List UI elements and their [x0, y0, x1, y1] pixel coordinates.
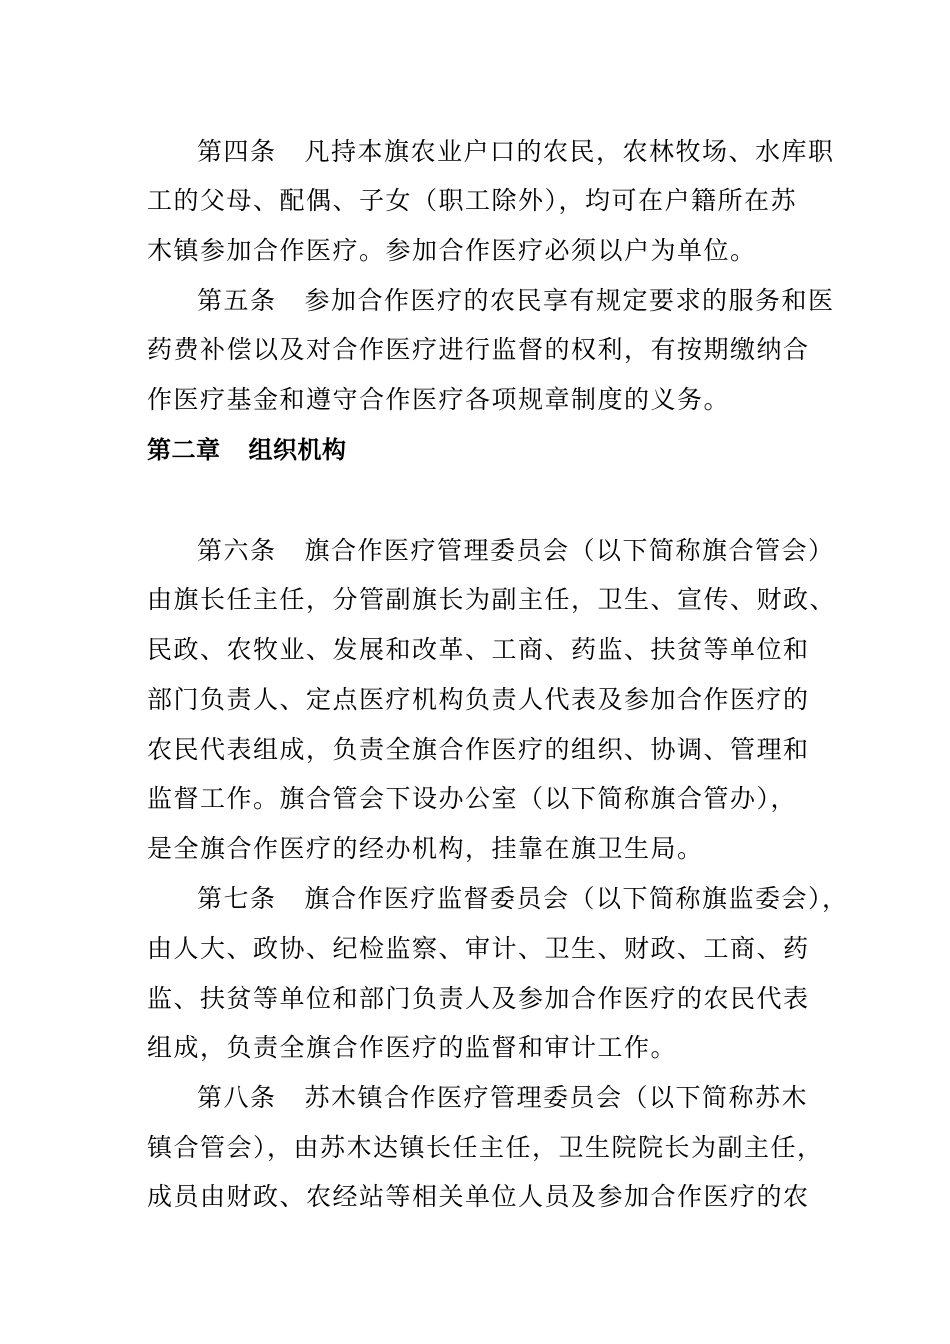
article-4-first-line	[197, 137, 835, 167]
article-8-text: 苏木镇合作医疗管理委员会（以下简称苏木	[304, 1083, 809, 1112]
chapter-number: 第二章	[147, 436, 221, 464]
article-8-first-line	[197, 1083, 808, 1113]
article-7-line: 监、扶贫等单位和部门负责人及参加合作医疗的农民代表	[147, 984, 810, 1013]
chapter-title: 组织机构	[248, 436, 347, 464]
article-8-number: 第八条	[197, 1083, 277, 1112]
article-8-line: 成员由财政、农经站等相关单位人员及参加合作医疗的农	[147, 1182, 810, 1211]
article-7-first-line	[197, 884, 849, 914]
article-6-number: 第六条	[197, 536, 277, 565]
article-4-line: 工的父母、配偶、子女（职工除外），均可在户籍所在苏	[147, 186, 798, 215]
article-5-number: 第五条	[197, 286, 277, 315]
article-4-number: 第四条	[197, 137, 277, 166]
article-6-first-line	[197, 536, 835, 566]
article-5-first-line	[197, 286, 835, 316]
article-5-text: 参加合作医疗的农民享有规定要求的服务和医	[304, 286, 835, 315]
article-5-line: 药费补偿以及对合作医疗进行监督的权利，有按期缴纳合	[147, 335, 810, 364]
article-6-line: 由旗长任主任，分管副旗长为副主任，卫生、宣传、财政、	[147, 585, 837, 614]
article-8-line: 镇合管会），由苏木达镇长任主任，卫生院院长为副主任，	[147, 1133, 824, 1162]
article-6-line: 民政、农牧业、发展和改革、工商、药监、扶贫等单位和	[147, 635, 810, 664]
article-7-text: 旗合作医疗监督委员会（以下简称旗监委会），	[304, 884, 849, 913]
article-6-line: 监督工作。旗合管会下设办公室（以下简称旗合管办），	[147, 784, 798, 813]
article-6-line: 农民代表组成，负责全旗合作医疗的组织、协调、管理和	[147, 735, 810, 764]
article-6-line: 部门负责人、定点医疗机构负责人代表及参加合作医疗的	[147, 685, 810, 714]
chapter-heading	[147, 435, 347, 465]
article-7-line: 组成，负责全旗合作医疗的监督和审计工作。	[147, 1033, 678, 1062]
article-6-line: 是全旗合作医疗的经办机构，挂靠在旗卫生局。	[147, 834, 704, 863]
article-4-text: 凡持本旗农业户口的农民，农林牧场、水库职	[304, 137, 835, 166]
article-7-number: 第七条	[197, 884, 277, 913]
article-5-line: 作医疗基金和遵守合作医疗各项规章制度的义务。	[147, 385, 731, 414]
article-6-text: 旗合作医疗管理委员会（以下简称旗合管会）	[304, 536, 835, 565]
article-7-line: 由人大、政协、纪检监察、审计、卫生、财政、工商、药	[147, 934, 810, 963]
article-4-line: 木镇参加合作医疗。参加合作医疗必须以户为单位。	[147, 236, 757, 265]
